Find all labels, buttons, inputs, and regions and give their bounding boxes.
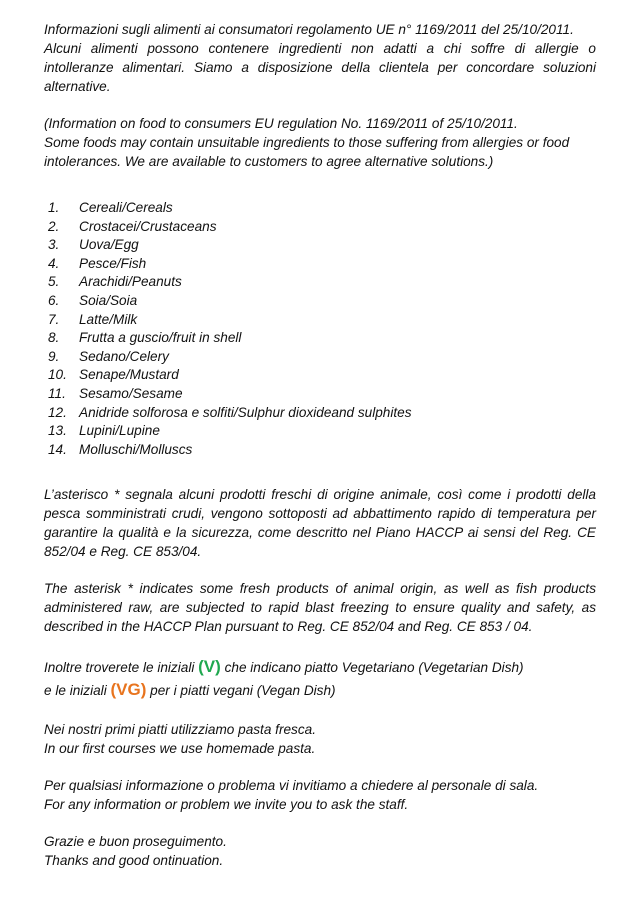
list-item-number: 13. bbox=[48, 423, 67, 439]
asterisk-note-italian: L’asterisco * segnala alcuni prodotti freschi di origine animale, così come i prodotti della pesca somministrati crudi, vengono sottoposti ad abbattimento rapido di temperatura per garantire la qualità e la sicurezza, come descritto nel Piano HACCP ai sensi del Reg. CE 852/04 e Reg. CE 853/04. bbox=[44, 487, 596, 560]
list-item bbox=[44, 292, 596, 311]
vegan-legend-prefix: e le iniziali bbox=[44, 683, 111, 699]
list-item-label: Anidride solforosa e solfiti/Sulphur dioxideand sulphites bbox=[79, 404, 412, 420]
list-item-label: Frutta a guscio/fruit in shell bbox=[79, 330, 242, 346]
vegan-legend-suffix: per i piatti vegani (Vegan Dish) bbox=[146, 683, 336, 699]
list-item bbox=[44, 422, 596, 441]
list-item-number: 10. bbox=[48, 367, 67, 383]
list-item bbox=[44, 404, 596, 423]
staff-note bbox=[44, 776, 596, 814]
list-item bbox=[44, 273, 596, 292]
list-item-number: 8. bbox=[48, 330, 60, 346]
staff-note-english: For any information or problem we invite you to ask the staff. bbox=[44, 797, 409, 813]
staff-note-italian: Per qualsiasi informazione o problema vi invitiamo a chiedere al personale di sala. bbox=[44, 778, 539, 794]
intro-it-regulation: Informazioni sugli alimenti ai consumatori regolamento UE n° 1169/2011 del 25/10/2011. bbox=[44, 22, 574, 37]
asterisk-note-english: The asterisk * indicates some fresh products of animal origin, as well as fish products administered raw, are subjected to rapid blast freezing to ensure quality and safety, as described in the HACCP Plan pursuant to Reg. CE 852/04 and Reg. CE 853 / 04. bbox=[44, 581, 596, 635]
list-item-number: 3. bbox=[48, 237, 60, 253]
vegan-badge: (VG) bbox=[110, 680, 147, 700]
list-item-number: 9. bbox=[48, 348, 60, 364]
pasta-note-italian: Nei nostri primi piatti utilizziamo pasta fresca. bbox=[44, 722, 316, 738]
intro-italian bbox=[44, 20, 596, 96]
list-item bbox=[44, 311, 596, 330]
closing-note bbox=[44, 832, 596, 870]
list-item-number: 12. bbox=[48, 404, 67, 420]
diet-legend bbox=[44, 656, 596, 702]
list-item-number: 1. bbox=[48, 200, 60, 215]
pasta-note bbox=[44, 720, 596, 758]
list-item-label: Uova/Egg bbox=[79, 237, 139, 253]
pasta-note-english: In our first courses we use homemade pasta. bbox=[44, 741, 316, 757]
list-item bbox=[44, 255, 596, 274]
list-item-label: Senape/Mustard bbox=[79, 367, 179, 383]
vegetarian-legend-line bbox=[44, 656, 596, 679]
vegetarian-legend-prefix: Inoltre troverete le iniziali bbox=[44, 660, 199, 676]
list-item-label: Arachidi/Peanuts bbox=[79, 274, 182, 290]
list-item bbox=[44, 329, 596, 348]
list-item-number: 6. bbox=[48, 292, 60, 308]
list-item bbox=[44, 218, 596, 237]
list-item bbox=[44, 348, 596, 367]
closing-english: Thanks and good ontinuation. bbox=[44, 853, 224, 869]
list-item-number: 14. bbox=[48, 441, 67, 457]
list-item-label: Crostacei/Crustaceans bbox=[79, 218, 217, 234]
list-item-number: 4. bbox=[48, 255, 60, 271]
intro-en-allergies: Some foods may contain unsuitable ingredients to those suffering from allergies or food intolerances. We are available to customers to agree alternative solutions.) bbox=[44, 135, 570, 169]
list-item-label: Lupini/Lupine bbox=[79, 423, 160, 439]
list-item-number: 11. bbox=[48, 385, 66, 401]
intro-it-allergies: Alcuni alimenti possono contenere ingredienti non adatti a chi soffre di allergie o intolleranze alimentari. Siamo a disposizione della clientela per concordare soluzioni alternative. bbox=[44, 41, 596, 94]
list-item-label: Cereali/Cereals bbox=[79, 200, 173, 215]
list-item-label: Soia/Soia bbox=[79, 292, 138, 308]
list-item bbox=[44, 366, 596, 385]
vegetarian-legend-suffix: che indicano piatto Vegetariano (Vegetarian Dish) bbox=[220, 660, 524, 676]
list-item-label: Molluschi/Molluscs bbox=[79, 441, 193, 457]
list-item bbox=[44, 236, 596, 255]
list-item-label: Sedano/Celery bbox=[79, 348, 169, 364]
list-item bbox=[44, 199, 596, 218]
closing-italian: Grazie e buon proseguimento. bbox=[44, 834, 227, 850]
vegan-legend-line bbox=[44, 679, 596, 702]
list-item-number: 7. bbox=[48, 311, 60, 327]
list-item-number: 2. bbox=[48, 218, 60, 234]
list-item-label: Pesce/Fish bbox=[79, 255, 147, 271]
list-item-number: 5. bbox=[48, 274, 60, 290]
intro-english bbox=[44, 114, 596, 171]
list-item bbox=[44, 385, 596, 404]
list-item-label: Sesamo/Sesame bbox=[79, 385, 183, 401]
allergen-notice-document bbox=[44, 20, 596, 870]
vegetarian-badge: (V) bbox=[198, 657, 221, 677]
allergen-list bbox=[44, 199, 596, 459]
list-item-label: Latte/Milk bbox=[79, 311, 138, 327]
intro-en-regulation: (Information on food to consumers EU regulation No. 1169/2011 of 25/10/2011. bbox=[44, 116, 518, 131]
list-item bbox=[44, 441, 596, 460]
